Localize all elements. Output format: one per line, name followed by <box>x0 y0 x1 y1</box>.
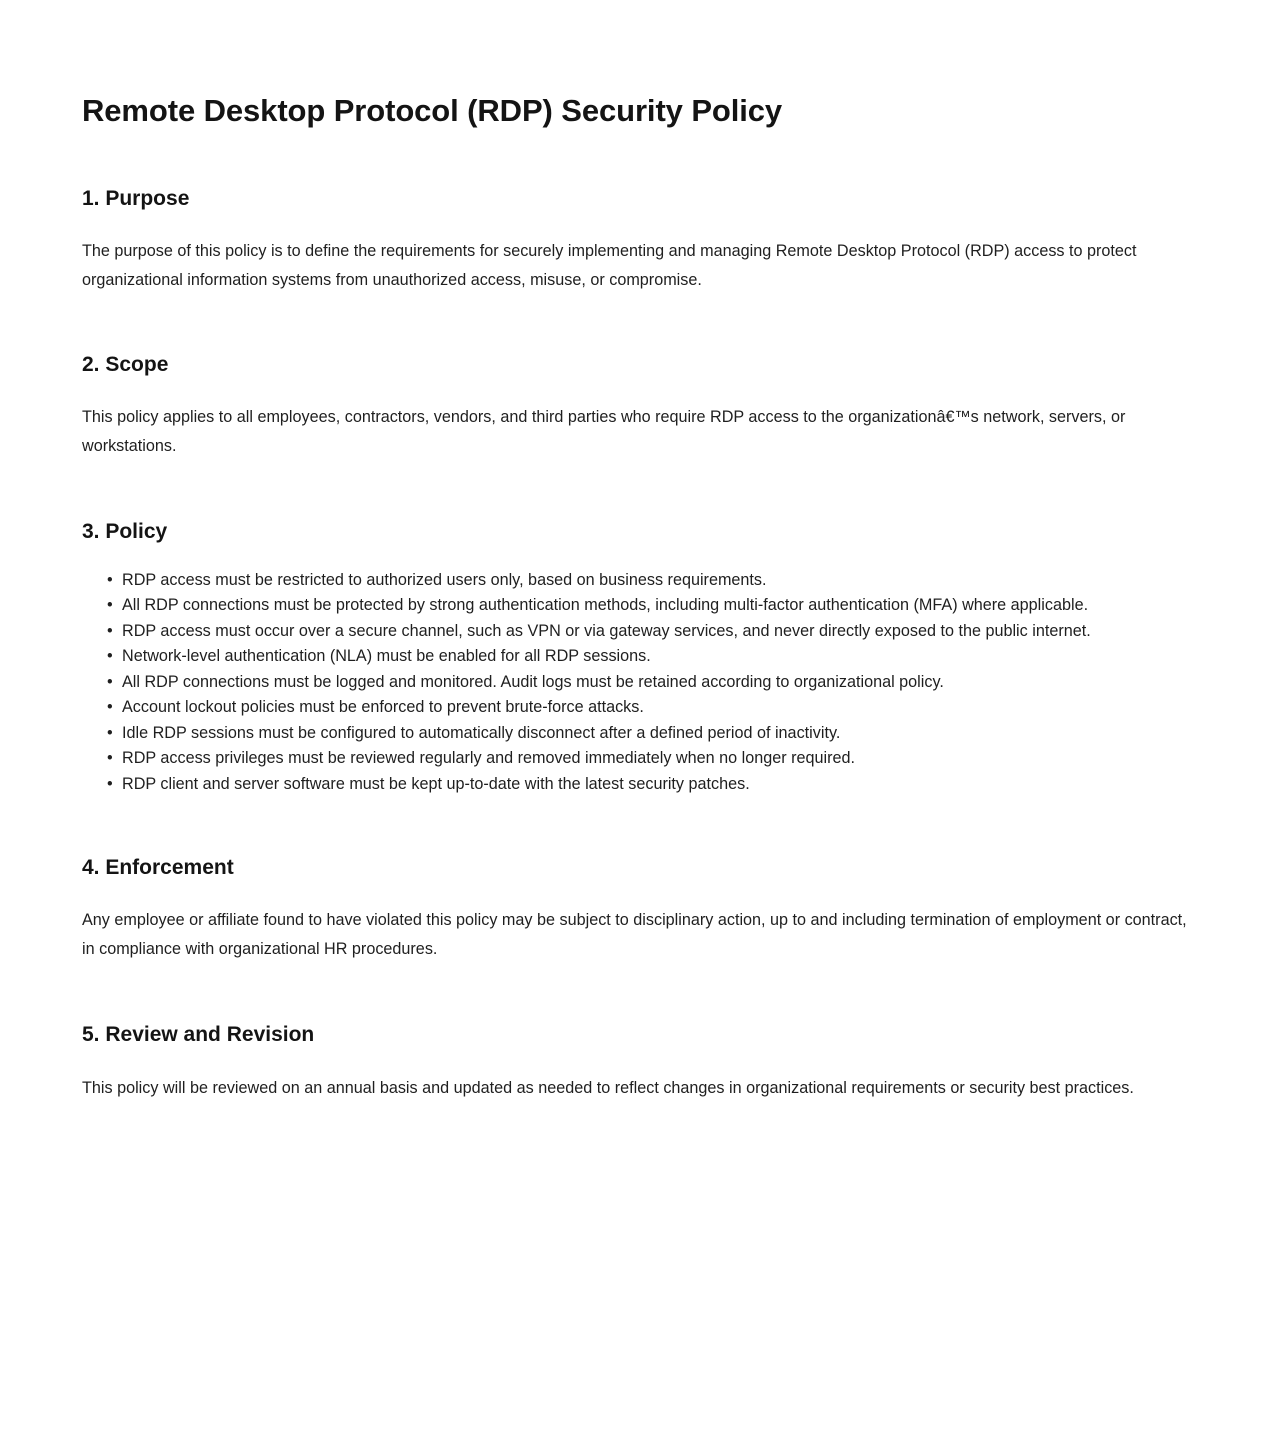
bullet-icon: • <box>107 698 113 717</box>
list-item-text: RDP access privileges must be reviewed regularly and removed immediately when no longer required. <box>122 749 855 768</box>
section-paragraph-review-and-revision: This policy will be reviewed on an annual basis and updated as needed to reflect changes in organizational requirements or security best practices. <box>82 1078 1134 1097</box>
list-item <box>82 568 1196 594</box>
bullet-icon: • <box>107 621 113 640</box>
section-heading-purpose: 1. Purpose <box>82 186 190 210</box>
section-enforcement <box>82 797 1196 964</box>
list-item-text: RDP client and server software must be kept up-to-date with the latest security patches. <box>122 774 750 793</box>
section-heading-policy: 3. Policy <box>82 520 168 544</box>
section-paragraph-scope: This policy applies to all employees, contractors, vendors, and third parties who require RDP access to the organizationâ€™s network, servers, or workstations. <box>82 408 1126 456</box>
list-item <box>82 721 1196 747</box>
list-item-text: Network-level authentication (NLA) must be enabled for all RDP sessions. <box>122 647 651 666</box>
bullet-icon: • <box>107 596 113 615</box>
bullet-icon: • <box>107 723 113 742</box>
page-title: Remote Desktop Protocol (RDP) Security Policy <box>82 93 783 128</box>
bullet-icon: • <box>107 647 113 666</box>
section-paragraph-purpose: The purpose of this policy is to define the requirements for securely implementing and managing Remote Desktop Protocol (RDP) access to protect organizational information systems from unauthorized access, misuse, or compromise. <box>82 242 1137 290</box>
list-item-text: RDP access must occur over a secure channel, such as VPN or via gateway services, and never directly exposed to the public internet. <box>122 621 1091 640</box>
bullet-icon: • <box>107 570 113 589</box>
list-item <box>82 670 1196 696</box>
list-item <box>82 746 1196 772</box>
section-review-and-revision <box>82 964 1196 1102</box>
list-item <box>82 695 1196 721</box>
bullet-icon: • <box>107 749 113 768</box>
list-item <box>82 593 1196 619</box>
section-purpose <box>82 131 1196 295</box>
section-heading-scope: 2. Scope <box>82 353 169 377</box>
bullet-icon: • <box>107 672 113 691</box>
list-item-text: Account lockout policies must be enforced to prevent brute-force attacks. <box>122 698 644 717</box>
list-item <box>82 619 1196 645</box>
section-heading-enforcement: 4. Enforcement <box>82 856 234 880</box>
list-item-text: Idle RDP sessions must be configured to automatically disconnect after a defined period of inactivity. <box>122 723 841 742</box>
bullet-icon: • <box>107 774 113 793</box>
page-bottom-whitespace <box>82 1103 1196 1433</box>
list-item <box>82 772 1196 798</box>
list-item-text: RDP access must be restricted to authorized users only, based on business requirements. <box>122 570 767 589</box>
policy-requirements-list <box>82 546 1196 798</box>
section-heading-review-and-revision: 5. Review and Revision <box>82 1023 315 1047</box>
list-item-text: All RDP connections must be logged and monitored. Audit logs must be retained according to organizational policy. <box>122 672 944 691</box>
section-scope <box>82 295 1196 461</box>
list-item <box>82 644 1196 670</box>
section-policy <box>82 461 1196 797</box>
list-item-text: All RDP connections must be protected by strong authentication methods, including multi-factor authentication (MFA) where applicable. <box>122 596 1089 615</box>
section-paragraph-enforcement: Any employee or affiliate found to have violated this policy may be subject to disciplinary action, up to and including termination of employment or contract, in compliance with organizational HR procedures. <box>82 911 1187 959</box>
